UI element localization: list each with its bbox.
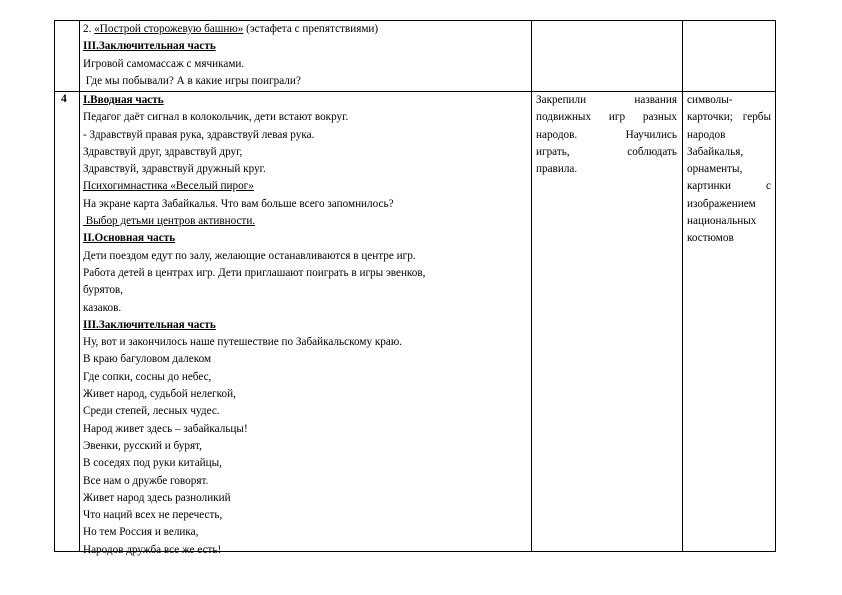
- content-line: бурятов,: [83, 284, 124, 297]
- materials-cell: [687, 92, 771, 248]
- top-section-heading: III.Заключительная часть: [83, 40, 216, 53]
- materials-line: Забайкалья,: [687, 145, 744, 158]
- content-line: Работа детей в центрах игр. Дети приглашают поиграть в игры эвенков,: [83, 266, 426, 279]
- results-line: народов. Научились: [536, 128, 677, 141]
- col-line-results: [682, 20, 683, 552]
- poem-line: Народ живет здесь – забайкальцы!: [83, 422, 248, 435]
- poem-line: В соседях под руки китайцы,: [83, 457, 222, 470]
- col-line-content: [531, 20, 532, 552]
- top-line: Игровой самомассаж с мячиками.: [83, 57, 245, 70]
- results-line: правила.: [536, 163, 578, 176]
- section-heading: II.Основная часть: [83, 232, 176, 245]
- content-line: Здравствуй друг, здравствуй друг,: [83, 145, 243, 158]
- poem-line: Среди степей, лесных чудес.: [83, 405, 220, 418]
- top-line: Где мы побывали? А в какие игры поиграли?: [83, 74, 301, 87]
- content-line: Педагог даёт сигнал в колокольчик, дети встают вокруг.: [83, 111, 349, 124]
- results-line: играть, соблюдать: [536, 145, 677, 158]
- content-line: На экране карта Забайкалья. Что вам больше всего запомнилось?: [83, 197, 394, 210]
- subsection-heading: Психогимнастика «Веселый пирог»: [83, 180, 254, 193]
- content-line: - Здравствуй правая рука, здравствуй левая рука.: [83, 128, 315, 141]
- poem-line: Все нам о дружбе говорят.: [83, 474, 209, 487]
- subsection-heading: Выбор детьми центров активности.: [83, 215, 256, 228]
- poem-line: В краю багуловом далеком: [83, 353, 212, 366]
- materials-line: карточки; гербы: [687, 111, 771, 124]
- content-line: Ну, вот и закончилось наше путешествие по Забайкальскому краю.: [83, 336, 402, 349]
- top-row-content: [83, 21, 378, 90]
- materials-line: орнаменты,: [687, 163, 743, 176]
- top-line-relay: 2. «Построй сторожевую башню» (эстафета с препятствиями): [83, 23, 379, 35]
- results-line: Закрепили названия: [536, 94, 677, 106]
- col-line-right: [775, 20, 776, 552]
- col-line-number: [79, 20, 80, 552]
- materials-line: костюмов: [687, 232, 734, 245]
- poem-line: Но тем Россия и велика,: [83, 526, 199, 539]
- content-line: казаков.: [83, 301, 122, 314]
- content-line: Здравствуй, здравствуй дружный круг.: [83, 163, 266, 176]
- poem-line: Живет народ, судьбой нелегкой,: [83, 388, 236, 401]
- section-heading: I.Вводная часть: [83, 94, 164, 106]
- poem-line: Народов дружба все же есть!: [83, 543, 222, 556]
- poem-line: Где сопки, сосны до небес,: [83, 370, 212, 383]
- results-cell: [536, 92, 677, 178]
- results-line: подвижных игр разных: [536, 111, 677, 124]
- content-line: Дети поездом едут по залу, желающие останавливаются в центре игр.: [83, 249, 416, 262]
- materials-line: картинки с: [687, 180, 771, 193]
- row-number: 4: [61, 93, 67, 105]
- poem-line: Что наций всех не перечесть,: [83, 509, 223, 522]
- materials-line: изображением: [687, 197, 756, 210]
- materials-line: народов: [687, 128, 726, 141]
- main-row-content: [83, 92, 425, 559]
- col-line-left: [54, 20, 55, 552]
- materials-line: национальных: [687, 215, 757, 228]
- section-heading: III.Заключительная часть: [83, 318, 216, 331]
- materials-line: символы-: [687, 94, 733, 106]
- poem-line: Эвенки, русский и бурят,: [83, 439, 202, 452]
- poem-line: Живет народ здесь разноликий: [83, 491, 231, 504]
